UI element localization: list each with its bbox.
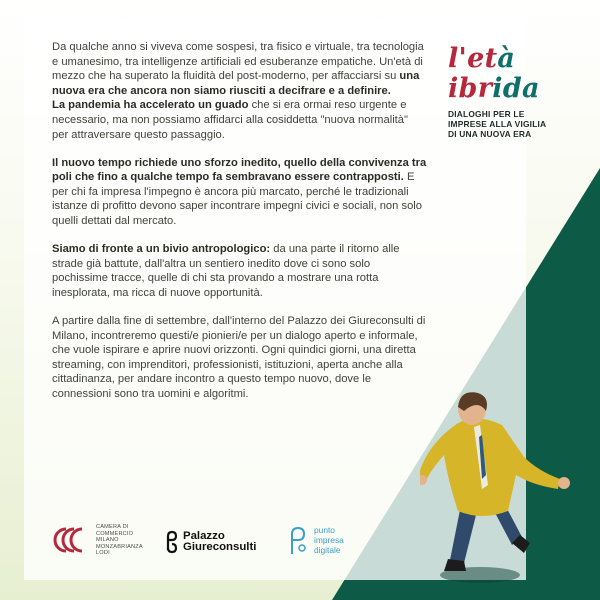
title-line-1: l'età: [448, 43, 516, 74]
camera-commercio-logo: [52, 524, 176, 557]
title-block: [448, 44, 590, 139]
walking-man-illustration: [420, 385, 600, 600]
right-hand: [558, 477, 570, 489]
ccc-mark-icon: [52, 525, 90, 555]
subtitle: DIALOGHI PER LE IMPRESE ALLA VIGILIA DI UNA NUOVA ERA: [448, 109, 547, 139]
ccc-text: CAMERA DI COMMERCIO MILANO MONZABRIANZA LODI: [96, 524, 143, 557]
palazzo-text: Palazzo Giureconsulti: [183, 530, 257, 553]
punto-impresa-digitale-logo: [288, 524, 344, 556]
yellow-jacket: [420, 418, 560, 516]
body-text: [52, 40, 427, 415]
paragraph-2: Il nuovo tempo richiede uno sforzo inedito, quello della convivenza tra poli che fino a qualche tempo fa sembravano essere contrapposti. E per chi fa impresa l'impegno è ancora più marcato, perché le tradizionali istanze di profitto devono saper incontrare impegni civici e sociali, non solo quelli dettati dal mercato.: [52, 156, 427, 228]
left-leg: [450, 510, 476, 563]
title-line-2: ibrida: [448, 73, 540, 104]
pid-text: punto impresa digitale: [314, 525, 344, 555]
paragraph-4: A partire dalla fine di settembre, dall'interno del Palazzo dei Giureconsulti di Milano, incontreremo questi/e pionieri/e per un dialogo aperto e informale, che vuole ispirare e aprire nuovi orizzonti. Ogni quindici giorni, una diretta streaming, con imprenditori, professionisti, istituzioni, aperta anche alla cittadinanza, per andare incontro a questo tempo nuovo, dove le connessioni sono tra uomini e algoritmi.: [52, 315, 426, 400]
footer-logos: [52, 524, 432, 562]
palazzo-mark-icon: [165, 530, 179, 554]
paragraph-3: Siamo di fronte a un bivio antropologico: da una parte il ritorno alle strade già battute, dall'altra un sentiero inedito dove ci sono solo pochissime tracce, quelle di chi sta provando a mostrare una rotta inesplorata, ma ricca di nuove opportunità.: [52, 243, 400, 299]
palazzo-giureconsulti-logo: [165, 530, 256, 554]
paragraph-1: Da qualche anno si viveva come sospesi, tra fisico e virtuale, tra tecnologia e umanesimo, tra intelligenze artificiali ed esuberanze empatiche. Un'età di mezzo che ha superato la fluidità del post-moderno, per affacciarsi su una nuova era che ancora non siamo riusciti a decifrare e a definire. La pandemia ha accelerato un guado che si era ormai reso urgente e necessario, ma non possiamo affidarci alla cosiddetta "nuova normalità" per attraversare questo passaggio.: [52, 41, 424, 141]
pid-mark-icon: [288, 524, 308, 556]
